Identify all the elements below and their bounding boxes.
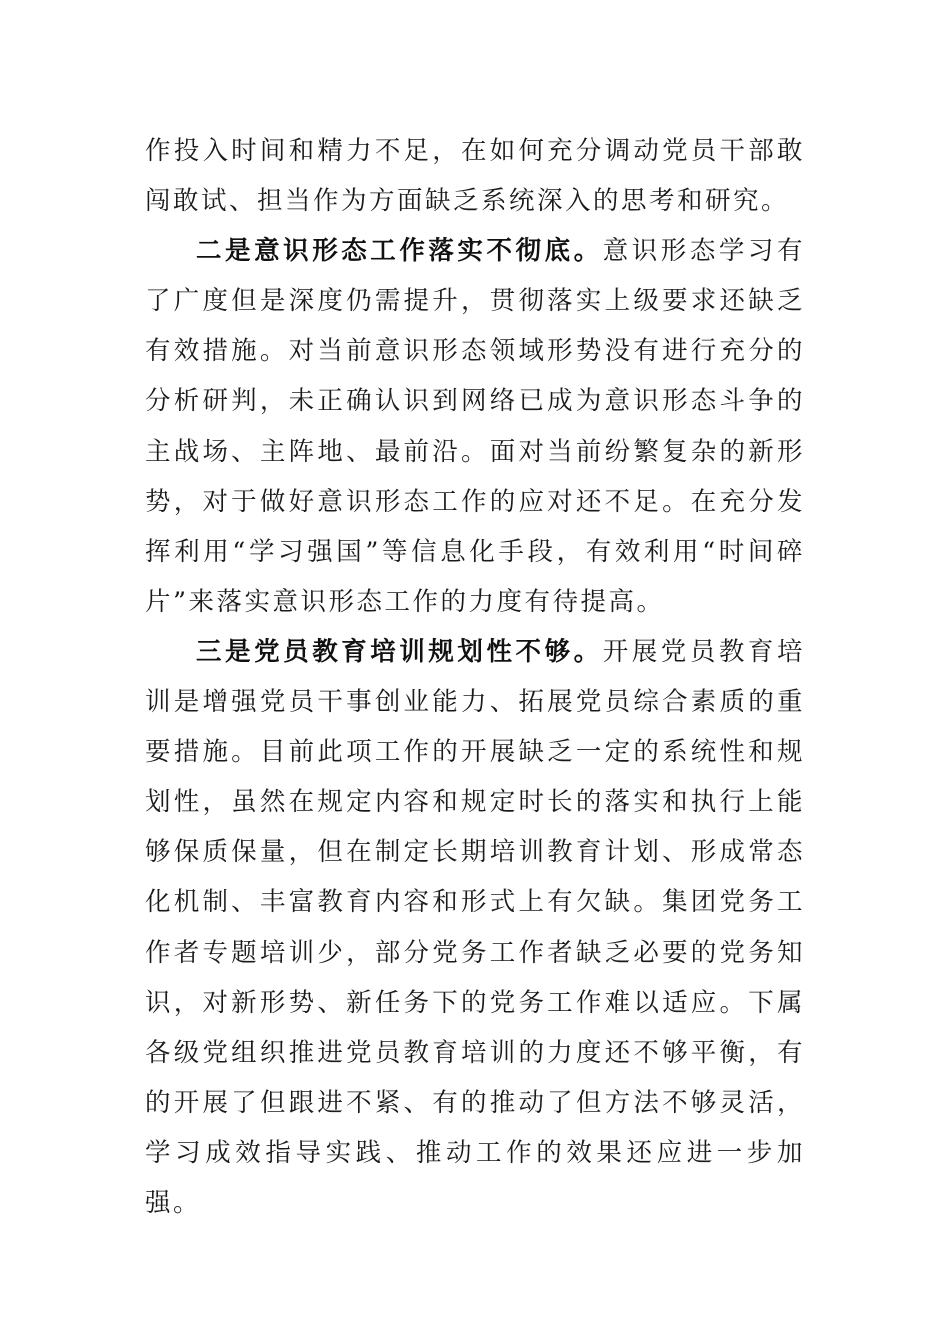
paragraph-ideology-work: [145, 226, 805, 627]
paragraph-heading: 三是党员教育培训规划性不够。: [196, 636, 603, 667]
paragraph-body: 开展党员教育培训是增强党员干事创业能力、拓展党员综合素质的重要措施。目前此项工作的开展缺乏一定的系统性和规划性，虽然在规定内容和规定时长的落实和执行上能够保质保量，但在制定长期培训教育计划、形成常态化机制、丰富教育内容和形式上有欠缺。集团党务工作者专题培训少，部分党务工作者缺乏必要的党务知识，对新形势、新任务下的党务工作难以适应。下属各级党组织推进党员教育培训的力度还不够平衡，有的开展了但跟进不紧、有的推动了但方法不够灵活，学习成效指导实践、推动工作的效果还应进一步加强。: [145, 636, 805, 1218]
paragraph-body: 作投入时间和精力不足，在如何充分调动党员干部敢闯敢试、担当作为方面缺乏系统深入的思考和研究。: [145, 136, 805, 217]
paragraph-continuation: [145, 126, 805, 226]
paragraph-party-training: [145, 627, 805, 1228]
paragraph-body: 意识形态学习有了广度但是深度仍需提升，贯彻落实上级要求还缺乏有效措施。对当前意识形态领域形势没有进行充分的分析研判，未正确认识到网络已成为意识形态斗争的主战场、主阵地、最前沿。面对当前纷繁复杂的新形势，对于做好意识形态工作的应对还不足。在充分发挥利用“学习强国”等信息化手段，有效利用“时间碎片”来落实意识形态工作的力度有待提高。: [145, 236, 805, 617]
paragraph-heading: 二是意识形态工作落实不彻底。: [196, 236, 603, 267]
document-body: [145, 126, 805, 1228]
